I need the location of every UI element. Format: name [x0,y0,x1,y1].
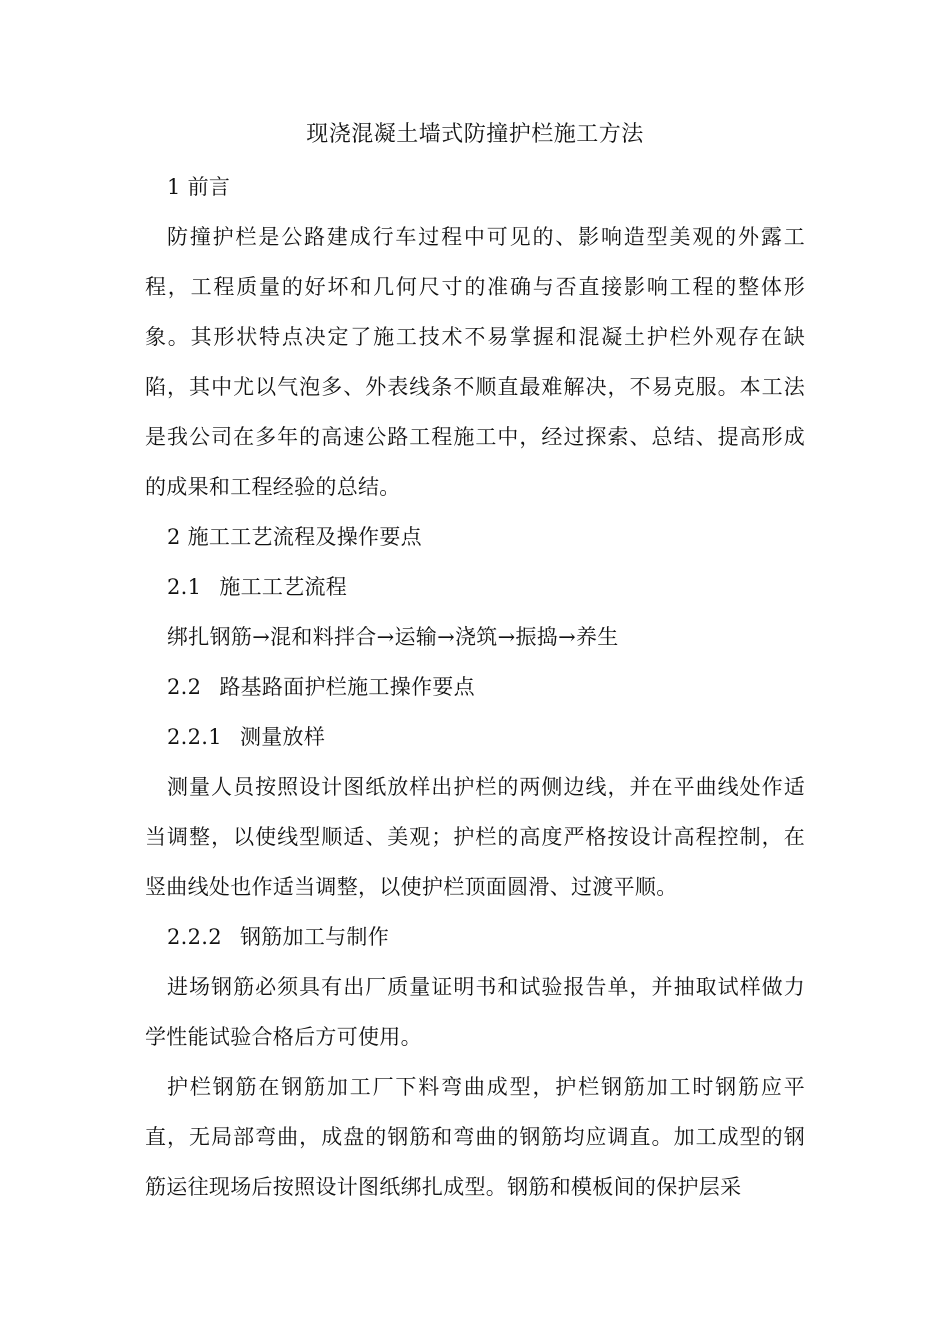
section-heading [145,562,805,612]
heading-text: 1 前言 [167,175,231,199]
section-heading [145,612,805,662]
paragraph [145,762,805,912]
section-number: 2.1 [167,575,202,599]
document-title: 现浇混凝土墙式防撞护栏施工方法 [306,122,644,147]
document-page [145,112,805,1212]
section-heading [145,512,805,562]
section-heading [145,662,805,712]
paragraph [145,212,805,512]
paragraph-text: 进场钢筋必须具有出厂质量证明书和试验报告单，并抽取试样做力学性能试验合格后方可使用。 [145,975,805,1049]
heading-text: 施工工艺流程 [219,575,348,599]
section-number: 2.2 [167,675,202,699]
paragraph-text: 测量人员按照设计图纸放样出护栏的两侧边线，并在平曲线处作适当调整，以使线型顺适、美观；护栏的高度严格按设计高程控制，在竖曲线处也作适当调整，以使护栏顶面圆滑、过渡平顺。 [145,775,805,899]
paragraph [145,962,805,1062]
heading-text: 2 施工工艺流程及操作要点 [167,525,422,549]
heading-text: 路基路面护栏施工操作要点 [219,675,475,699]
section-heading [145,712,805,762]
section-heading [145,162,805,212]
document-body [145,162,805,1212]
heading-text: 测量放样 [239,725,326,749]
section-number: 2.2.2 [167,925,222,949]
heading-text: 钢筋加工与制作 [239,925,390,949]
paragraph-text: 护栏钢筋在钢筋加工厂下料弯曲成型，护栏钢筋加工时钢筋应平直，无局部弯曲，成盘的钢筋和弯曲的钢筋均应调直。加工成型的钢筋运往现场后按照设计图纸绑扎成型。钢筋和模板间的保护层采 [145,1075,805,1199]
section-heading [145,912,805,962]
paragraph [145,1062,805,1212]
heading-text: 绑扎钢筋→混和料拌合→运输→浇筑→振捣→养生 [167,625,619,649]
paragraph-text: 防撞护栏是公路建成行车过程中可见的、影响造型美观的外露工程，工程质量的好坏和几何尺寸的准确与否直接影响工程的整体形象。其形状特点决定了施工技术不易掌握和混凝土护栏外观存在缺陷，其中尤以气泡多、外表线条不顺直最难解决，不易克服。本工法是我公司在多年的高速公路工程施工中，经过探索、总结、提高形成的成果和工程经验的总结。 [145,225,805,499]
section-number: 2.2.1 [167,725,222,749]
